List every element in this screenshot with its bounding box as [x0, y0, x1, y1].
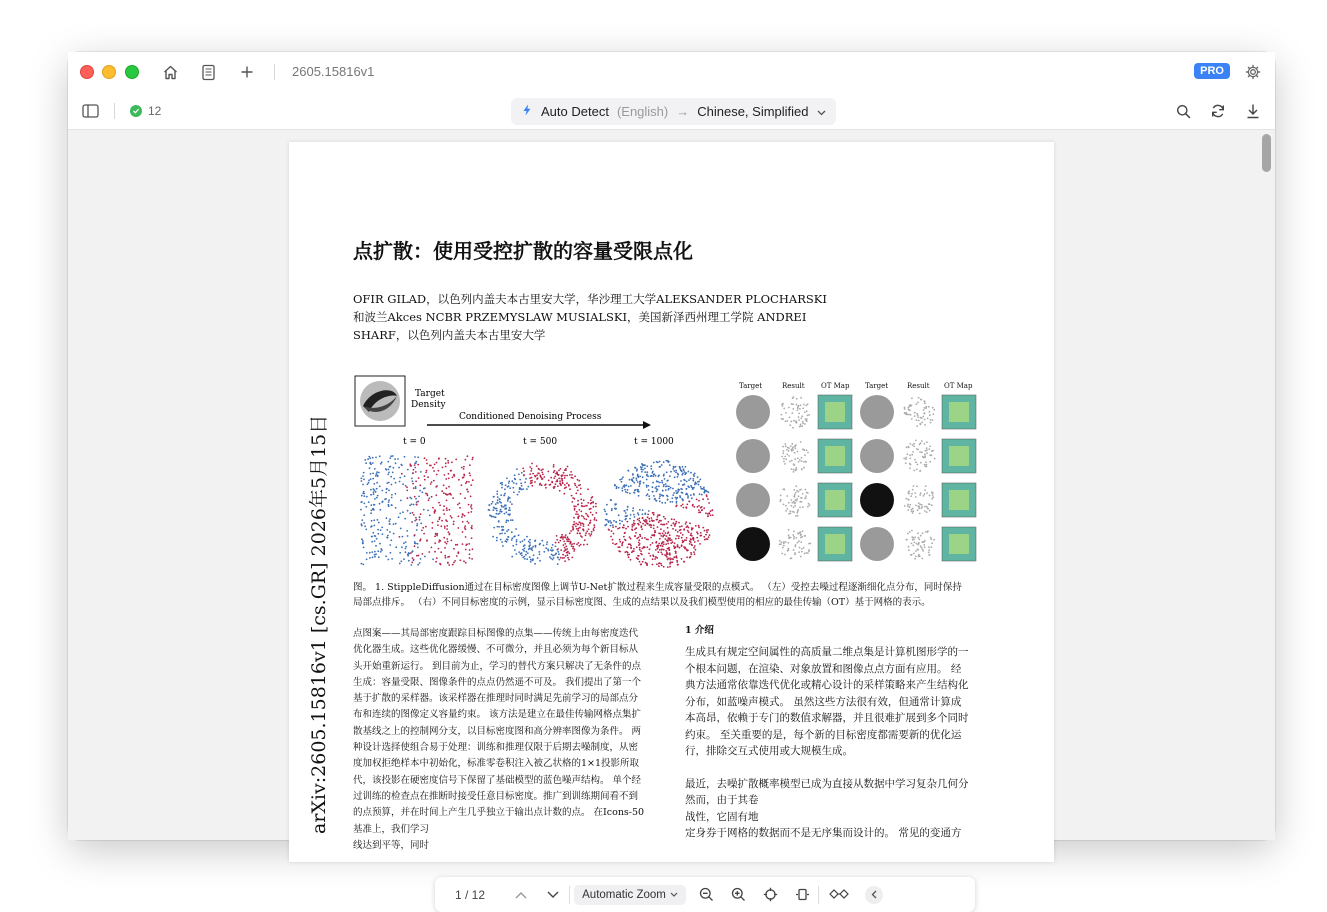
caption-line: 局部点排斥。 （右）不同目标密度的示例，显示目标密度图、生成的点结果以及我们模型使用的相应的最佳传输（OT）基于网格的表示。 — [353, 597, 931, 608]
col-result-label: Result — [907, 382, 930, 390]
pdf-navigation-bar — [435, 877, 975, 912]
text-line: 优化器生成。这些优化器缓慢、不可微分，并且必须为每个新目标从 — [353, 644, 639, 656]
download-icon[interactable] — [1243, 101, 1263, 121]
text-line: 基于扩散的采样器。该采样器在推理时同时满足先前学习的局部点分 — [353, 693, 639, 705]
text-line: 本高昂，依赖于专门的数值求解器，并且很难扩展到多个同时 — [685, 712, 969, 724]
refresh-icon[interactable] — [1208, 101, 1228, 121]
text-line: 线达到平等，同时 — [353, 839, 430, 851]
checkmark-icon — [130, 105, 142, 117]
target-density-label: Target Density — [411, 389, 446, 410]
text-line: 典方法通常依靠迭代优化或精心设计的采样策略来产生结构化 — [685, 679, 969, 691]
text-line: 个根本问题，在渲染、对象放置和图像点点方面有应用。 经 — [685, 662, 962, 675]
text-line: 度加权拒绝样本中初始化，标准零卷积注入被乙状格的1×1投影所取 — [353, 758, 640, 770]
pdf-page — [289, 142, 1054, 862]
result-stipple — [781, 441, 809, 473]
search-icon[interactable] — [1173, 101, 1193, 121]
section-heading: 1 介绍 — [685, 625, 714, 636]
text-line: 然而，由于其卷 — [685, 794, 759, 806]
result-stipple — [904, 485, 934, 514]
chevron-down-icon — [670, 892, 678, 897]
abstract-column — [353, 626, 658, 854]
text-line: 点图案——其局部密度跟踪目标图像的点集——传统上由每密度迭代 — [353, 628, 639, 639]
lightning-icon — [521, 104, 533, 119]
chevron-down-icon[interactable] — [817, 104, 826, 119]
t1000-label: t = 1000 — [634, 437, 674, 447]
diffusion-process-figure — [353, 374, 725, 574]
paper-title: 点扩散：使用受控扩散的容量受限点化 — [353, 239, 693, 263]
target-icon-image — [860, 483, 894, 517]
collapse-bar-icon[interactable] — [859, 877, 889, 912]
pro-badge[interactable]: PRO — [1194, 63, 1230, 79]
new-tab-icon[interactable] — [237, 62, 257, 82]
introduction-column — [685, 622, 995, 858]
t0-label: t = 0 — [403, 437, 426, 447]
text-line: 种设计选择使组合易于处理：训练和推理仅限于后期去噪制度，从密 — [353, 742, 639, 754]
app-window — [68, 52, 1275, 902]
col-target-label: Target — [739, 382, 763, 390]
target-icon-image — [860, 395, 894, 429]
translated-pages-status — [130, 104, 161, 118]
target-icon-image — [736, 527, 770, 561]
toolbar-divider — [114, 103, 115, 119]
text-line: 的点预算，并在时间上产生几乎独立于输出点计数的点。 在Icons-50 — [353, 807, 645, 819]
text-line: 约束。 至关重要的是，每个新的目标密度都需要新的优化运 — [685, 728, 962, 741]
target-icon-image — [736, 395, 770, 429]
arrow-right-icon: → — [676, 104, 690, 119]
next-page-icon[interactable] — [537, 877, 569, 912]
text-line: 定身券于网格的数据而不是无序集而设计的。 常见的变通方 — [685, 827, 962, 839]
fit-crosshair-icon[interactable] — [754, 877, 786, 912]
settings-gear-icon[interactable] — [1243, 62, 1263, 82]
author-line: 和波兰Akces NCBR PRZEMYSLAW MUSIALSKI，美国新泽西州理工学院 ANDREI — [353, 310, 807, 324]
zoom-select[interactable] — [570, 877, 690, 912]
col-target-label: Target — [865, 382, 889, 390]
target-icon-image — [736, 439, 770, 473]
col-otmap-label: OT Map — [821, 382, 850, 390]
reading-glasses-icon[interactable] — [819, 877, 859, 912]
language-selector[interactable] — [511, 98, 836, 125]
text-line: 代，该投影在硬密度信号下保留了基础模型的蓝色噪声结构。 单个经 — [353, 774, 642, 786]
detected-language: (English) — [616, 104, 669, 119]
paper-authors — [353, 290, 853, 344]
noise-scatter-t0 — [360, 455, 474, 566]
result-stipple — [904, 397, 936, 427]
document-tab-title[interactable]: 2605.15816v1 — [292, 64, 375, 79]
previous-page-icon[interactable] — [505, 877, 537, 912]
fit-page-icon[interactable] — [786, 877, 818, 912]
text-line: 分布，如蓝噪声模式。 虽然这些方法很有效，但通常计算成 — [685, 695, 962, 708]
document-viewport[interactable] — [68, 130, 1275, 902]
text-line: 散基线之上的控制网分支，以目标密度图和高分辨率图像为条件。 两 — [353, 725, 642, 737]
home-icon[interactable] — [160, 62, 180, 82]
intro-paragraph-2 — [685, 776, 995, 842]
close-window-button[interactable] — [80, 65, 94, 79]
text-line: 最近，去噪扩散概率模型已成为直接从数据中学习复杂几何分 — [685, 777, 969, 790]
author-line: OFIR GILAD，以色列内盖夫本古里安大学，华沙理工大学ALEKSANDER PLOCHARSKI — [353, 292, 827, 306]
target-icon-image — [860, 439, 894, 473]
title-bar — [68, 52, 1275, 92]
text-line: 布和连续的图像定义容量约束。 该方法是建立在最佳传输网格点集扩 — [353, 709, 642, 721]
result-stipple — [903, 440, 935, 473]
ring-scatter-t500 — [488, 463, 598, 565]
vertical-scrollbar[interactable] — [1262, 134, 1271, 172]
text-line: 战性，它固有地 — [685, 810, 759, 823]
target-icon-image — [860, 527, 894, 561]
disc-scatter-t1000 — [604, 460, 714, 568]
col-otmap-label: OT Map — [944, 382, 973, 390]
figure-caption — [353, 580, 993, 610]
translated-pages-count: 12 — [148, 104, 162, 118]
result-stipple — [779, 485, 810, 516]
arxiv-identifier: arXiv:2605.15816v1 [cs.GR] 2026年5月15日 — [308, 414, 330, 834]
zoom-out-icon[interactable] — [690, 877, 722, 912]
page-indicator[interactable]: 1 / 12 — [454, 887, 486, 902]
text-line: 行，排除交互式使用或大规模生成。 — [685, 745, 853, 757]
examples-grid-figure — [735, 379, 985, 569]
minimize-window-button[interactable] — [102, 65, 116, 79]
caption-line: 图。 1. StippleDiffusion通过在目标密度图像上调节U-Net扩散过程来生成容量受限的点模式。 （左）受控去噪过程逐渐细化点分布，同时保持 — [353, 582, 962, 593]
text-line: 头开始重新运行。 到目前为止，学习的替代方案只解决了无条件的点 — [353, 660, 642, 672]
document-list-icon[interactable] — [198, 62, 218, 82]
zoom-window-button[interactable] — [125, 65, 139, 79]
author-line: SHARF，以色列内盖夫本古里安大学 — [353, 328, 546, 342]
t500-label: t = 500 — [523, 437, 558, 447]
source-language[interactable]: Auto Detect — [541, 104, 609, 119]
process-label: Conditioned Denoising Process — [459, 412, 602, 422]
text-line: 基准上，我们学习 — [353, 823, 430, 835]
text-line: 过训练的检查点在推断时接受任意目标密度。推广到训练期间看不到 — [353, 790, 639, 802]
text-line: 生成：容量受限、图像条件的点点仍然遥不可及。 我们提出了第一个 — [353, 676, 642, 688]
sidebar-toggle-icon[interactable] — [80, 101, 100, 121]
result-stipple — [906, 530, 935, 560]
target-language[interactable]: Chinese, Simplified — [697, 104, 809, 119]
col-result-label: Result — [782, 382, 805, 390]
zoom-in-icon[interactable] — [722, 877, 754, 912]
result-stipple — [779, 529, 812, 560]
translation-toolbar — [68, 92, 1275, 130]
text-line: 生成具有规定空间属性的高质量二维点集是计算机图形学的一 — [685, 646, 969, 658]
titlebar-divider — [274, 64, 275, 80]
zoom-label: Automatic Zoom — [582, 888, 666, 901]
result-stipple — [781, 396, 811, 428]
intro-paragraph-1 — [685, 644, 995, 760]
target-icon-image — [736, 483, 770, 517]
